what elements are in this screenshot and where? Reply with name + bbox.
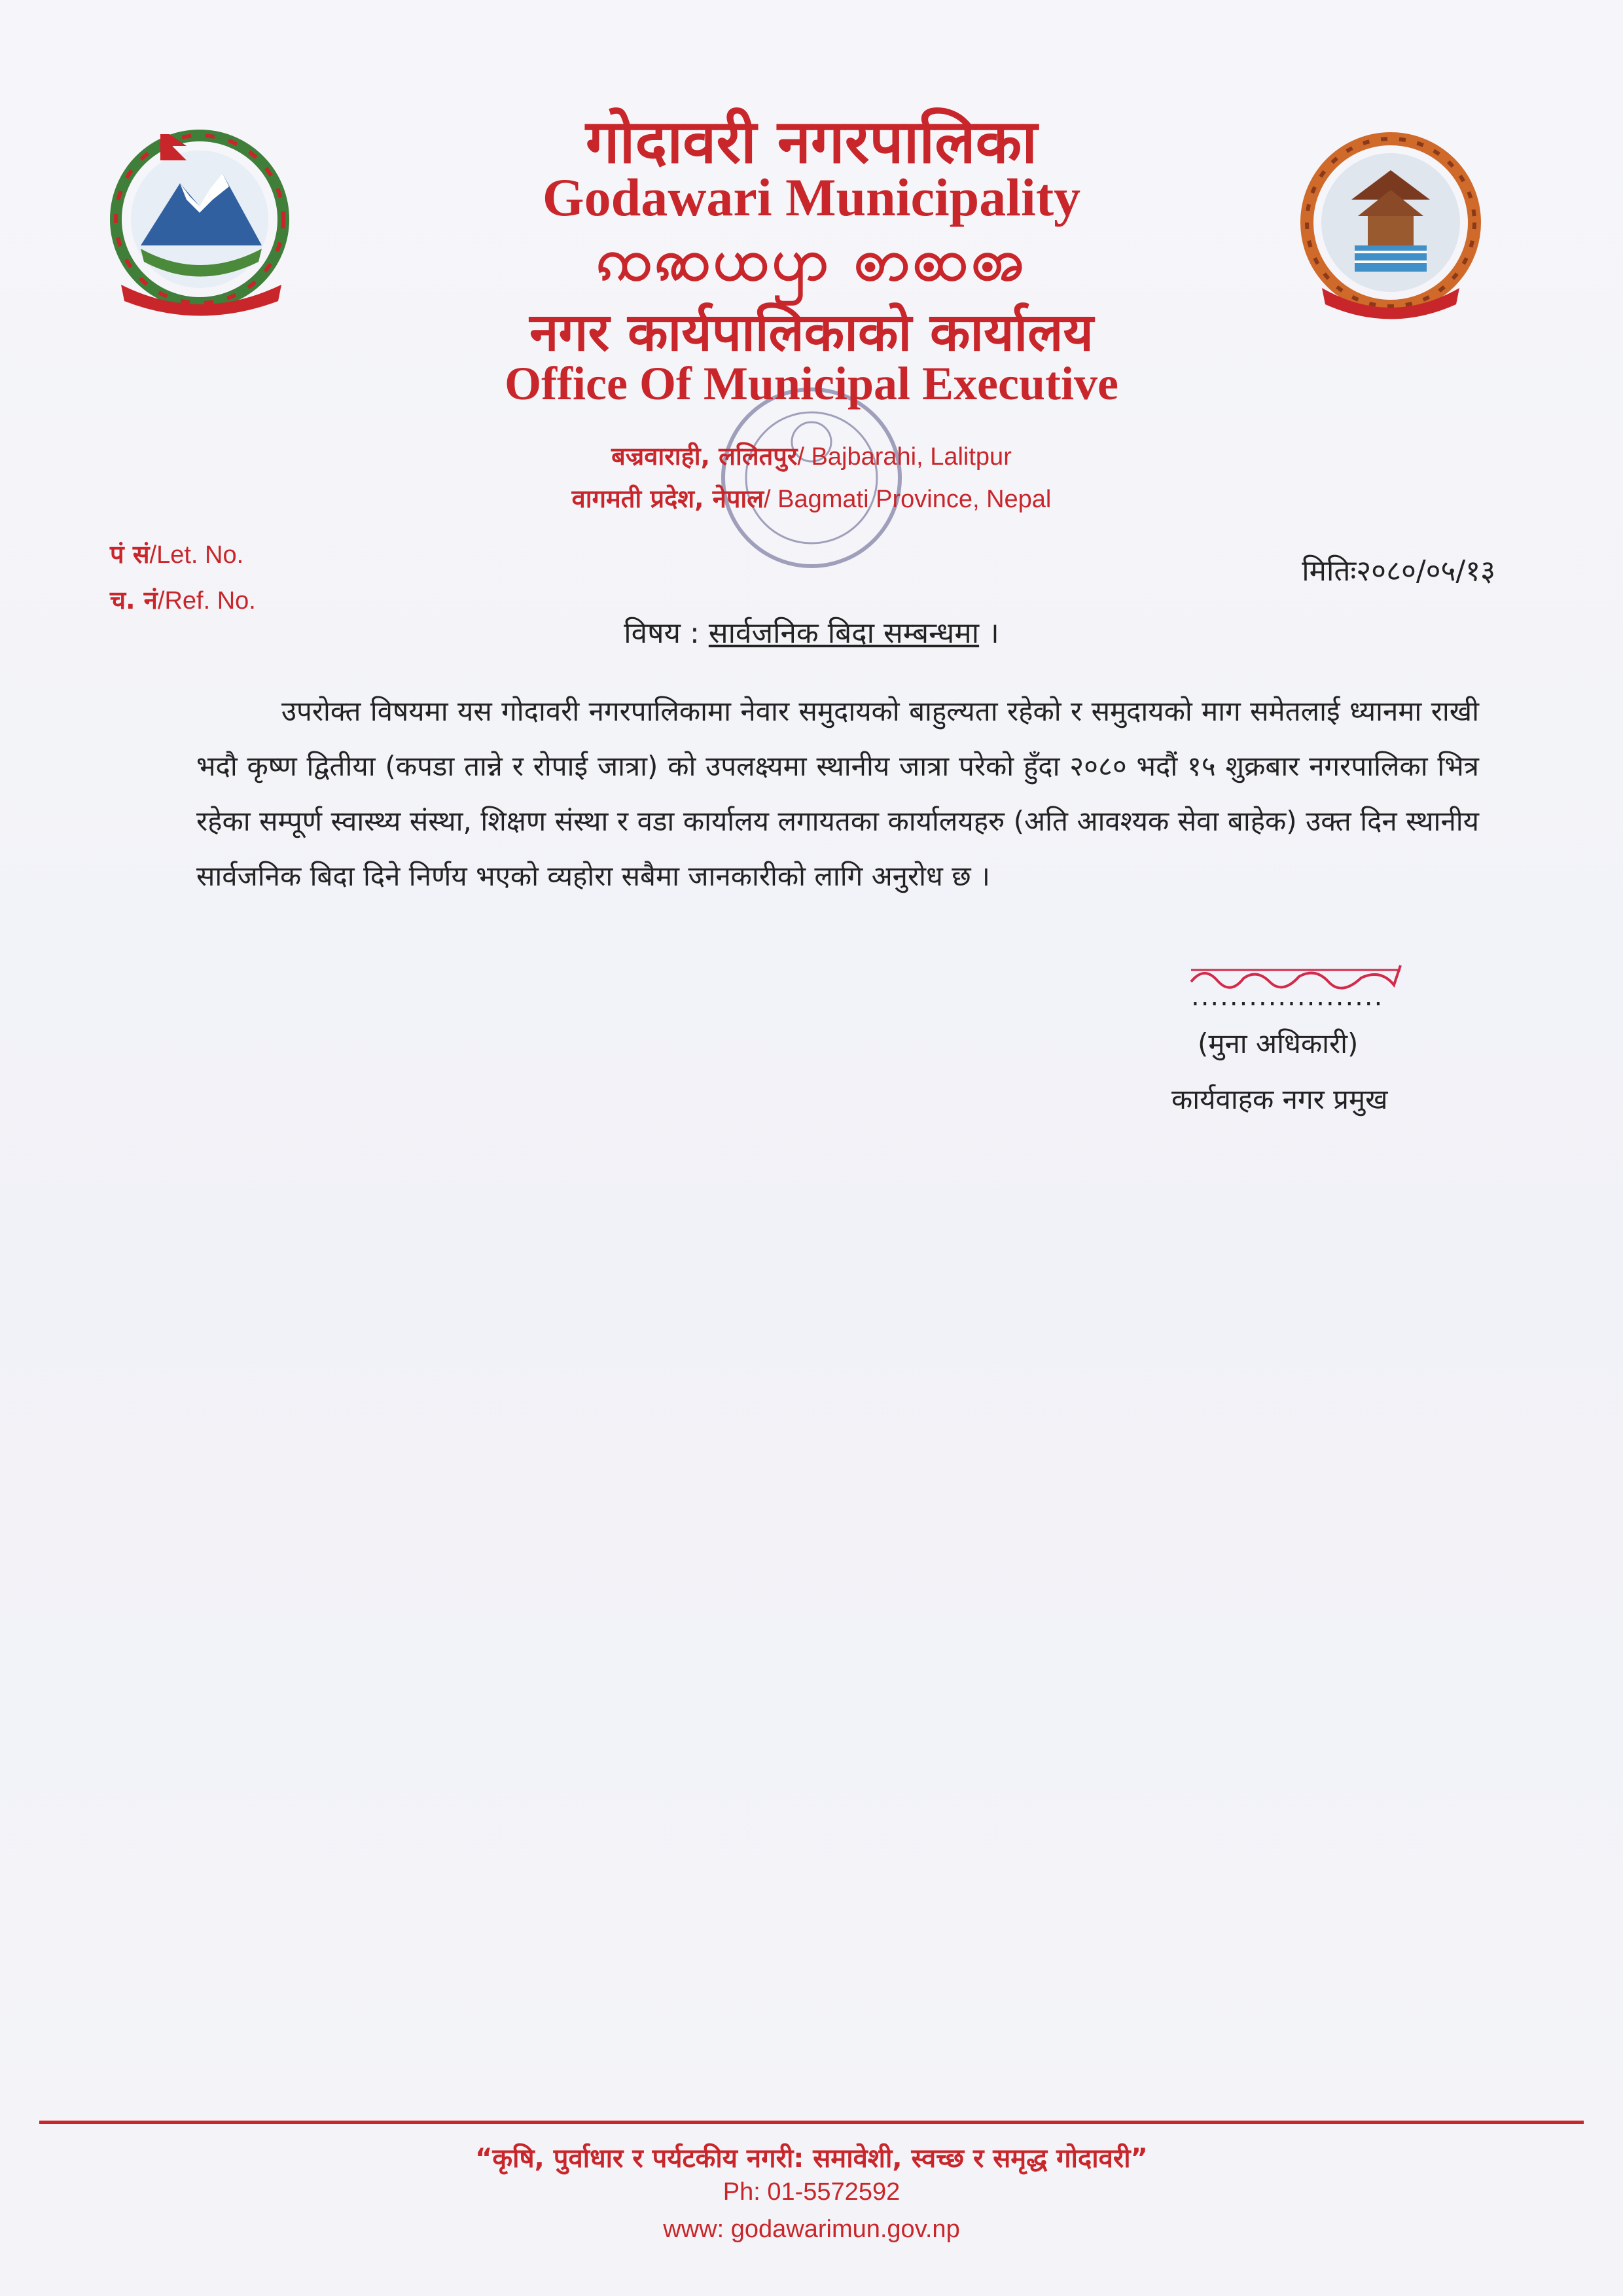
reference-number-np: च. नं [110, 586, 158, 615]
municipality-name-nepali: गोदावरी नगरपालिका [585, 107, 1038, 177]
subject-line [0, 612, 1623, 651]
nepal-emblem-icon [95, 121, 304, 324]
subject-prefix: विषय : [624, 617, 700, 650]
letter-date: मितिः२०८०/०५/१३ [1302, 554, 1495, 588]
municipality-name-newar: ꩡꩣꩤꩥ ꩦꩧꩨ [596, 225, 1027, 293]
office-name-english: Office Of Municipal Executive [505, 357, 1118, 410]
footer-phone: Ph: 01-5572592 [722, 2178, 901, 2206]
address-en-2: Bagmati Province, Nepal [777, 486, 1052, 513]
address-line-2: वागमती प्रदेश, नेपाल/ Bagmati Province, Nepal [571, 484, 1052, 513]
reference-number-en: Ref. No. [164, 587, 256, 615]
address-np-1: बज्रवाराही, ललितपुर [611, 442, 798, 471]
footer-slogan: “कृषि, पुर्वाधार र पर्यटकीय नगरी: समावेशी, स्वच्छ र समृद्ध गोदावरी” [475, 2144, 1148, 2174]
address-np-2: वागमती प्रदेश, नेपाल [571, 484, 764, 513]
signatory-title: कार्यवाहक नगर प्रमुख [1171, 1083, 1388, 1115]
office-name-nepali: नगर कार्यपालिकाको कार्यालय [529, 302, 1094, 363]
footer-divider [39, 2121, 1584, 2124]
footer-website: www: godawarimun.gov.np [663, 2215, 960, 2243]
address-en-1: Bajbarahi, Lalitpur [811, 443, 1012, 471]
subject-text: सार्वजनिक बिदा सम्बन्धमा [708, 617, 980, 650]
letter-number-en: Let. No. [156, 541, 244, 569]
address-line-1: बज्रवाराही, ललितपुर/ Bajbarahi, Lalitpur [611, 442, 1012, 471]
letter-number-np: पं सं [110, 540, 150, 569]
municipality-logo-icon [1283, 124, 1499, 334]
reference-number-label: च. नं/Ref. No. [110, 586, 256, 615]
letter-number-label: पं सं/Let. No. [110, 540, 244, 569]
letter-body: उपरोक्त विषयमा यस गोदावरी नगरपालिकामा नेवार समुदायको बाहुल्यता रहेको र समुदायको माग समेतलाई ध्यानमा राखी भदौ कृष्ण द्वितीया (कपडा तान्ने र रोपाई जात्रा) को उपलक्ष्यमा स्थानीय जात्रा परेको हुँदा २०८० भदौं १५ शुक्रबार नगरपालिका भित्र रहेका सम्पूर्ण स्वास्थ्य संस्था, शिक्षण संस्था र वडा कार्यालय लगायतका कार्यालयहरु (अति आवश्यक सेवा बाहेक) उक्त दिन स्थानीय सार्वजनिक बिदा दिने निर्णय भएको व्यहोरा सबैमा जानकारीको लागि अनुरोध छ । [196, 695, 1479, 892]
signatory-name: (मुना अधिकारी) [1198, 1028, 1359, 1060]
signature-dots: .................... [1191, 982, 1384, 1012]
municipality-name-english: Godawari Municipality [542, 168, 1081, 227]
subject-suffix: । [988, 617, 999, 650]
